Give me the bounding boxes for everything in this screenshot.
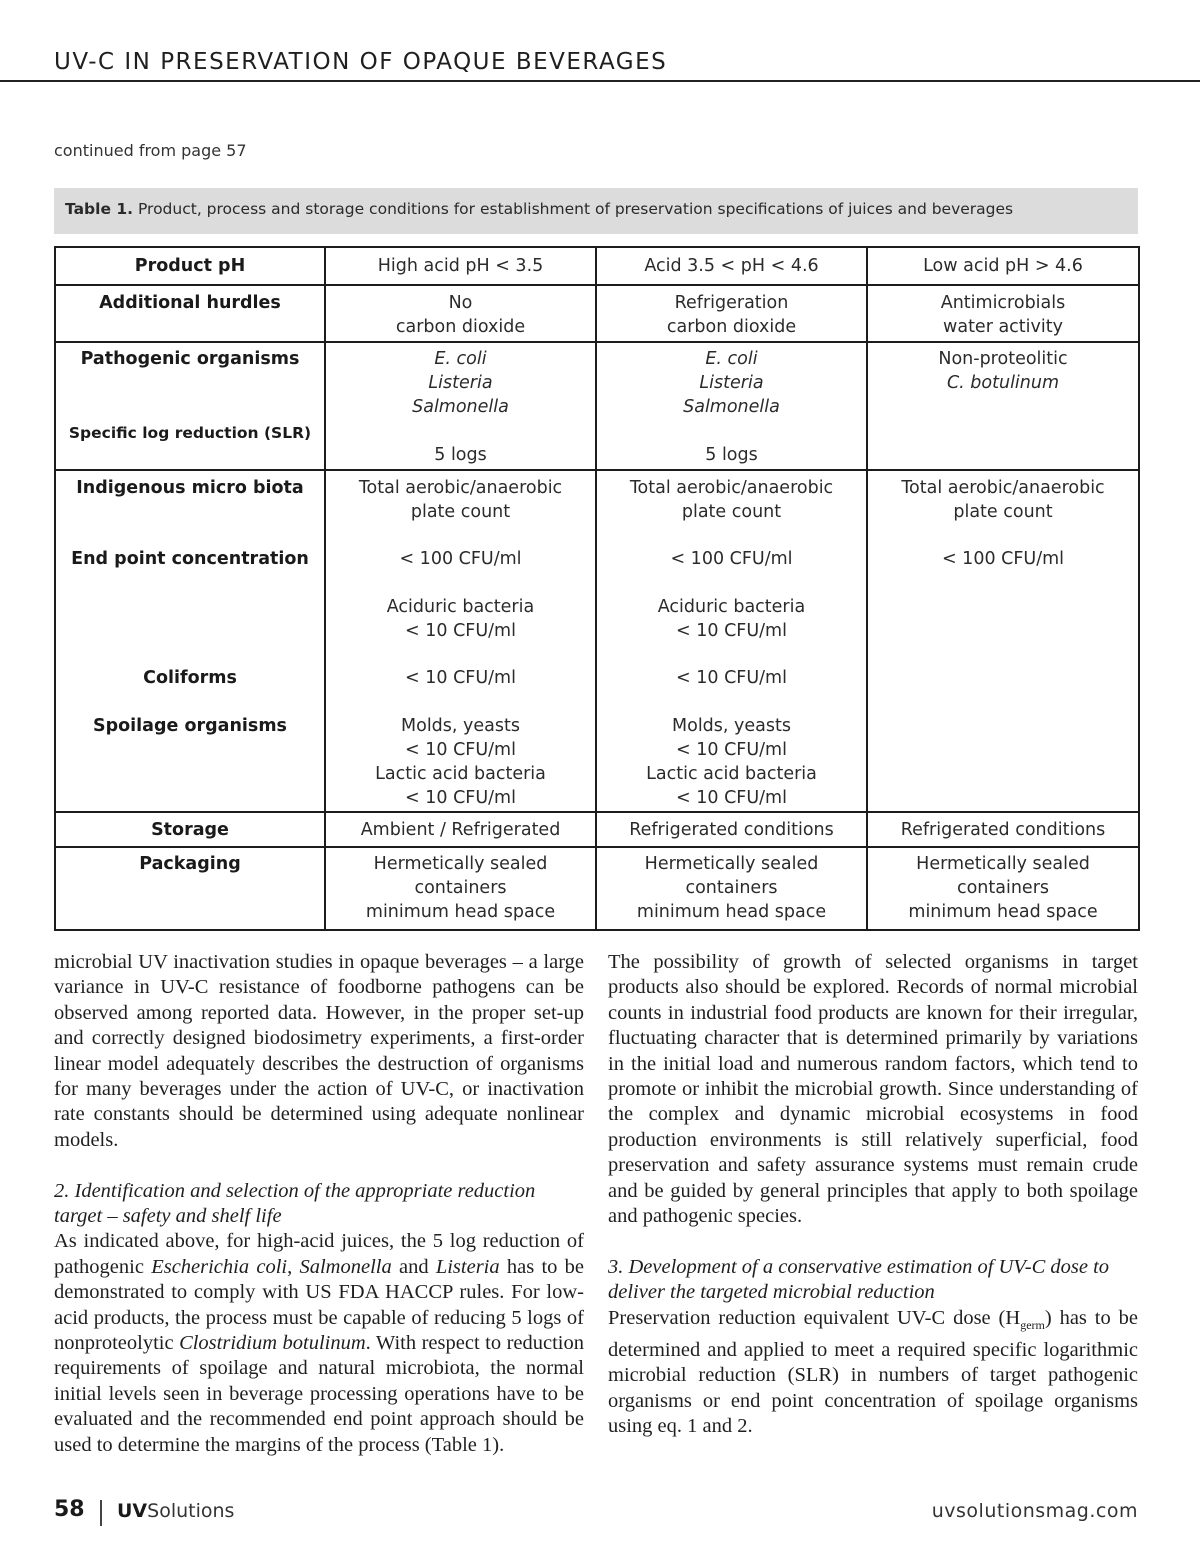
slr-value: 5 logs xyxy=(434,445,487,465)
cell-line: No xyxy=(448,293,473,313)
cell-line: Total aerobic/anaerobic xyxy=(358,478,563,498)
cell-line: Total aerobic/anaerobic xyxy=(629,478,834,498)
cell-line: Lactic acid bacteria xyxy=(646,764,817,784)
cell-micro-1 xyxy=(325,470,596,812)
table-row-storage xyxy=(55,812,1139,847)
cell-ph-acid: Acid 3.5 < pH < 4.6 xyxy=(596,247,867,285)
row-label-product-ph: Product pH xyxy=(55,247,325,285)
cell-hurdles-2 xyxy=(596,285,867,342)
table-caption xyxy=(54,188,1138,234)
cell-hurdles-3 xyxy=(867,285,1139,342)
continued-note: continued from page 57 xyxy=(54,141,247,160)
endpoint-value: < 100 CFU/ml xyxy=(399,549,522,569)
cell-line: < 10 CFU/ml xyxy=(676,788,787,808)
slr-label: Specific log reduction (SLR) xyxy=(68,424,312,442)
cell-line: Lactic acid bacteria xyxy=(375,764,546,784)
cell-line: containers xyxy=(685,878,778,898)
cell-line: Antimicrobials xyxy=(940,293,1066,313)
cell-storage-1: Ambient / Refrigerated xyxy=(325,812,596,847)
cell-line: < 10 CFU/ml xyxy=(405,788,516,808)
cell-line: carbon dioxide xyxy=(395,317,526,337)
cell-pathogenic-2 xyxy=(596,342,867,470)
cell-line: minimum head space xyxy=(636,902,827,922)
row-label-pathogenic xyxy=(55,342,325,470)
coliforms-value: < 10 CFU/ml xyxy=(405,668,516,688)
cell-storage-2: Refrigerated conditions xyxy=(596,812,867,847)
table-row-micro xyxy=(55,470,1139,812)
cell-line: plate count xyxy=(953,502,1053,522)
organism-nonproteolitic: Non-proteolitic xyxy=(938,349,1068,369)
cell-line: Total aerobic/anaerobic xyxy=(901,478,1105,498)
slr-value: 5 logs xyxy=(705,445,758,465)
cell-hurdles-1 xyxy=(325,285,596,342)
body-paragraph: The possibility of growth of selected organisms in target products also should be explored. Records of normal microbial counts in industrial food products are known for their irregular, fluctuating character that is determined primarily by variations in the initial load and numerous random factors, which tend to promote or inhibit the microbial growth. Since understanding of the complex and dynamic microbial ecosystems in food production environments is still relatively superficial, food preservation and safety assurance systems must remain crude and be guided by general principles that apply to both spoilage and pathogenic species. xyxy=(608,951,1138,1228)
body-paragraph: As indicated above, for high-acid juices, the 5 log reduction of pathogenic Escherichia coli, Salmonella and Listeria has to be demonstrated to comply with US FDA HACCP rules. For low-acid products, the process must be capable of reducing 5 logs of nonproteolytic Clostridium botulinum. With respect to reduction requirements of spoilage and natural microbiota, the normal initial levels seen in beverage processing operations have to be evaluated and the recommended end point approach should be used to determine the margins of the process (Table 1). xyxy=(54,1230,584,1456)
cell-line: Hermetically sealed xyxy=(373,854,548,874)
endpoint-label: End point concentration xyxy=(71,549,309,569)
organism-cbotulinum: C. botulinum xyxy=(946,373,1060,393)
indigenous-label: Indigenous micro biota xyxy=(76,478,304,498)
section-heading-2: 2. Identification and selection of the appropriate reduction target – safety and shelf life xyxy=(54,1179,536,1228)
cell-micro-2 xyxy=(596,470,867,812)
section-heading-3: 3. Development of a conservative estimation of UV-C dose to deliver the targeted microbial reduction xyxy=(608,1255,1110,1304)
cell-line: carbon dioxide xyxy=(666,317,797,337)
coliforms-label: Coliforms xyxy=(143,668,237,688)
table-row-pathogenic xyxy=(55,342,1139,470)
cell-line: plate count xyxy=(410,502,511,522)
organism-ecoli: E. coli xyxy=(705,349,758,369)
endpoint-value: < 100 CFU/ml xyxy=(941,549,1065,569)
cell-line: Aciduric bacteria xyxy=(657,597,806,617)
organism-listeria: Listeria xyxy=(428,373,493,393)
cell-line: containers xyxy=(414,878,507,898)
cell-packaging-3 xyxy=(867,847,1139,930)
cell-micro-3 xyxy=(867,470,1139,812)
cell-line: Molds, yeasts xyxy=(401,716,520,736)
cell-line: water activity xyxy=(943,317,1063,337)
spec-table xyxy=(54,246,1140,931)
pathogenic-label: Pathogenic organisms xyxy=(80,349,300,369)
cell-line: < 10 CFU/ml xyxy=(405,740,516,760)
body-paragraph: Preservation reduction equivalent UV-C dose $(H_{germ})$ has to be determined and applied to meet a required specific logarithmic microbial reduction (SLR) in numbers of target pathogenic organisms or end point concentration of spoilage organisms using eq. 1 and 2. xyxy=(608,1306,1138,1438)
cell-line: < 10 CFU/ml xyxy=(405,621,516,641)
cell-line: minimum head space xyxy=(908,902,1098,922)
table-caption-label: Table 1. xyxy=(65,200,134,218)
cell-storage-3: Refrigerated conditions xyxy=(867,812,1139,847)
magazine-brand: UVSolutions xyxy=(117,1500,235,1522)
cell-line: Hermetically sealed xyxy=(916,854,1090,874)
cell-pathogenic-1 xyxy=(325,342,596,470)
body-column-left xyxy=(54,950,584,1458)
cell-line: < 10 CFU/ml xyxy=(676,621,787,641)
organism-salmonella: Salmonella xyxy=(683,397,780,417)
row-label-packaging: Packaging xyxy=(55,847,325,930)
cell-line: minimum head space xyxy=(365,902,556,922)
cell-line: Refrigeration xyxy=(674,293,789,313)
row-label-micro xyxy=(55,470,325,812)
organism-salmonella: Salmonella xyxy=(412,397,509,417)
endpoint-value: < 100 CFU/ml xyxy=(670,549,793,569)
cell-line: < 10 CFU/ml xyxy=(676,740,787,760)
running-head: UV-C IN PRESERVATION OF OPAQUE BEVERAGES xyxy=(54,49,668,75)
table-row-hurdles xyxy=(55,285,1139,342)
body-paragraph: microbial UV inactivation studies in opaque beverages – a large variance in UV-C resistance of foodborne pathogens can be observed among reported data. However, in the proper set-up and correctly designed biodosimetry experiments, a first-order linear model adequately describes the destruction of organisms for many beverages under the action of UV-C, or inactivation rate constants should be determined using adequate nonlinear models. xyxy=(54,951,584,1151)
organism-ecoli: E. coli xyxy=(434,349,487,369)
table-caption-text: Product, process and storage conditions for establishment of preservation specifications of juices and beverages xyxy=(137,200,1014,218)
row-label-storage: Storage xyxy=(55,812,325,847)
cell-packaging-2 xyxy=(596,847,867,930)
footer-url[interactable]: uvsolutionsmag.com xyxy=(931,1500,1138,1522)
cell-line: Hermetically sealed xyxy=(644,854,819,874)
cell-line: Molds, yeasts xyxy=(672,716,791,736)
cell-ph-low-acid: Low acid pH > 4.6 xyxy=(867,247,1139,285)
footer-divider xyxy=(100,1500,102,1526)
cell-line: containers xyxy=(956,878,1050,898)
table-row-packaging xyxy=(55,847,1139,930)
organism-listeria: Listeria xyxy=(699,373,764,393)
coliforms-value: < 10 CFU/ml xyxy=(676,668,787,688)
row-label-additional-hurdles: Additional hurdles xyxy=(55,285,325,342)
cell-line: Aciduric bacteria xyxy=(386,597,535,617)
page-number: 58 xyxy=(54,1497,85,1522)
cell-packaging-1 xyxy=(325,847,596,930)
header-rule xyxy=(0,80,1200,82)
body-column-right xyxy=(608,950,1138,1440)
cell-ph-high-acid: High acid pH < 3.5 xyxy=(325,247,596,285)
cell-line: plate count xyxy=(681,502,782,522)
cell-pathogenic-3 xyxy=(867,342,1139,470)
spoilage-label: Spoilage organisms xyxy=(93,716,287,736)
table-row-ph xyxy=(55,247,1139,285)
